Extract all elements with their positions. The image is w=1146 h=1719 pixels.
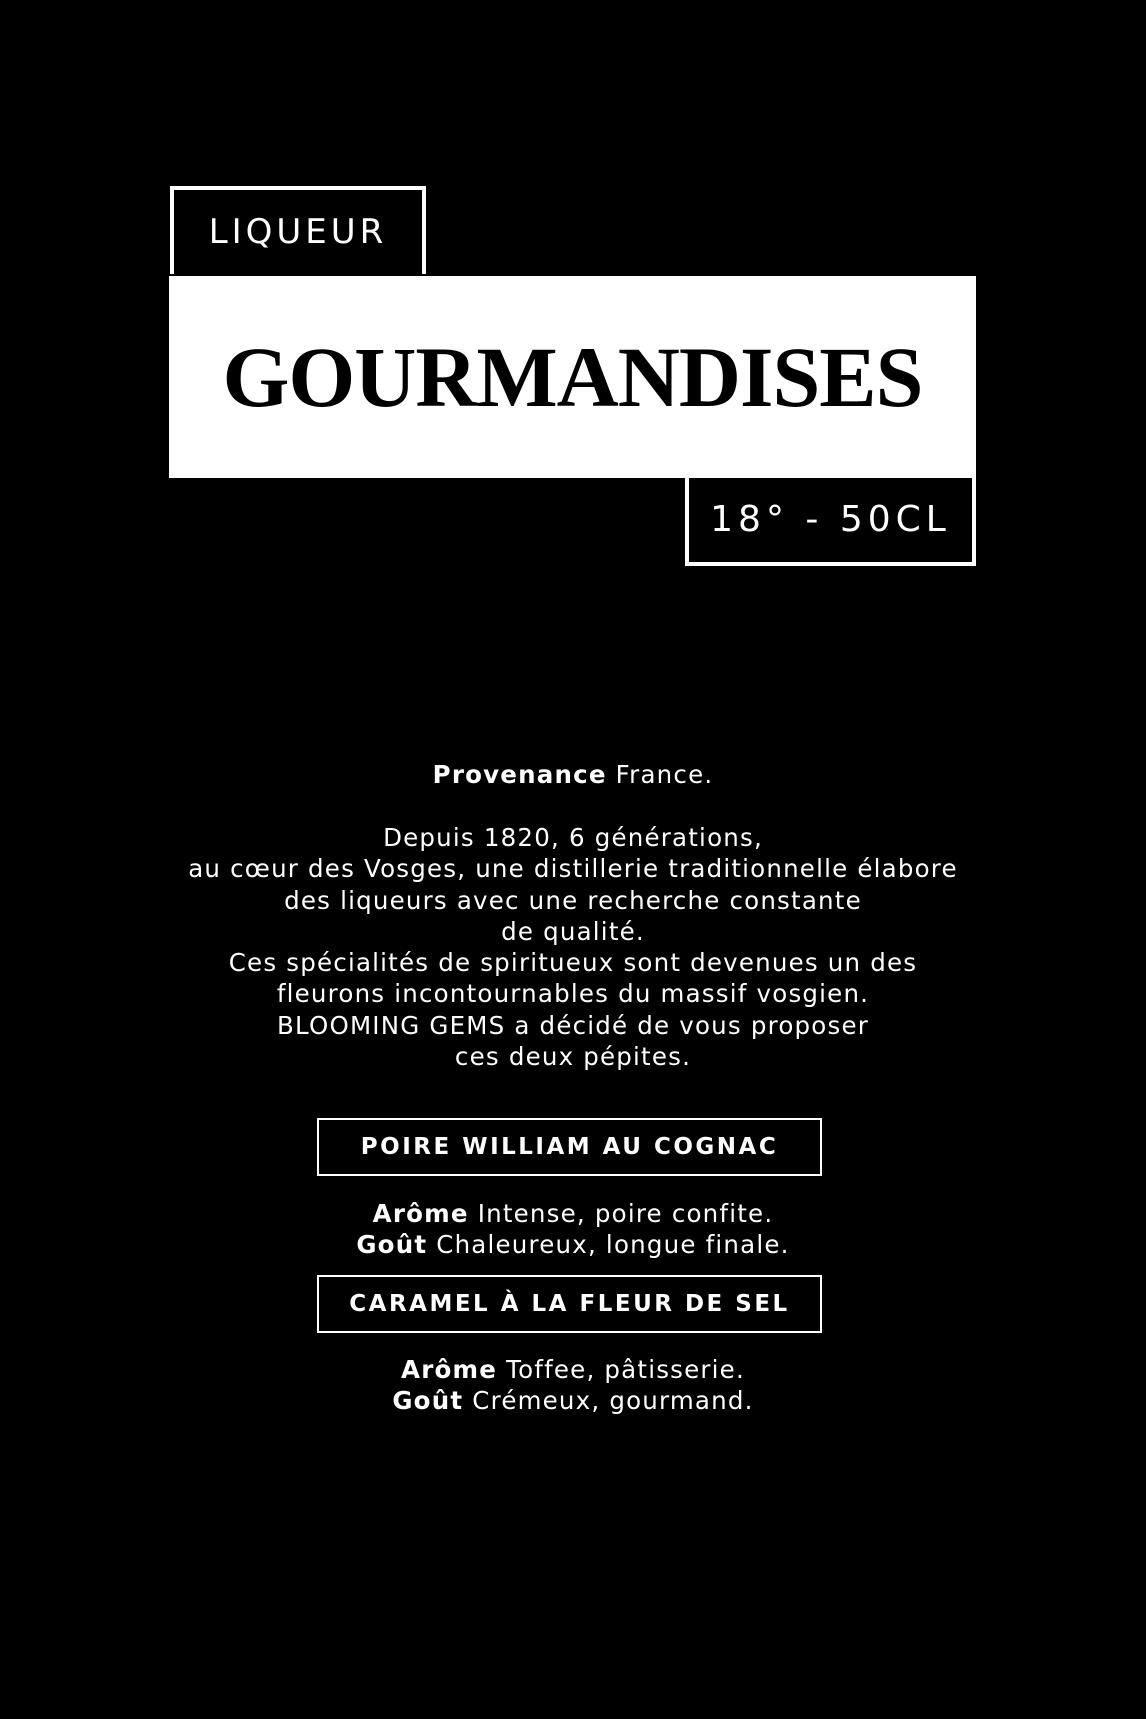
provenance-label: Provenance xyxy=(432,760,607,789)
provenance-value: France. xyxy=(615,760,714,789)
story-line: Ces spécialités de spiritueux sont devenues un des xyxy=(228,948,918,978)
story-line: BLOOMING GEMS a décidé de vous proposer xyxy=(277,1010,869,1040)
strength-volume-text: 18° - 50CL xyxy=(710,498,951,540)
taste-value: Chaleureux, longue finale. xyxy=(436,1230,790,1259)
story-line: fleurons incontournables du massif vosgien. xyxy=(276,979,870,1009)
taste-label: Goût xyxy=(392,1386,464,1415)
category-tag xyxy=(170,186,426,274)
taste-label: Goût xyxy=(356,1230,428,1259)
aroma-label: Arôme xyxy=(401,1355,498,1384)
story-line: ces deux pépites. xyxy=(454,1042,692,1072)
story-paragraph xyxy=(0,822,1146,1072)
aroma-value: Toffee, pâtisserie. xyxy=(506,1355,745,1384)
product-title: GOURMANDISES xyxy=(222,329,923,425)
taste-line xyxy=(0,1229,1146,1260)
strength-volume-tag xyxy=(685,476,976,566)
story-line: de qualité. xyxy=(501,916,645,946)
title-band xyxy=(169,276,976,478)
taste-value: Crémeux, gourmand. xyxy=(472,1386,754,1415)
aroma-value: Intense, poire confite. xyxy=(477,1199,774,1228)
story-line: des liqueurs avec une recherche constante xyxy=(284,885,862,915)
product-name: CARAMEL À LA FLEUR DE SEL xyxy=(349,1291,790,1317)
product-name-box xyxy=(317,1275,822,1333)
aroma-line xyxy=(0,1354,1146,1385)
product-name-box xyxy=(317,1118,822,1176)
product-name: POIRE WILLIAM AU COGNAC xyxy=(360,1134,779,1160)
story-line: au cœur des Vosges, une distillerie traditionnelle élabore xyxy=(188,854,958,884)
provenance-line xyxy=(0,758,1146,792)
aroma-label: Arôme xyxy=(372,1199,469,1228)
aroma-line xyxy=(0,1198,1146,1229)
tasting-notes xyxy=(0,1198,1146,1260)
tasting-notes xyxy=(0,1354,1146,1416)
category-text: LIQUEUR xyxy=(208,212,388,252)
taste-line xyxy=(0,1385,1146,1416)
story-line: Depuis 1820, 6 générations, xyxy=(383,823,763,852)
